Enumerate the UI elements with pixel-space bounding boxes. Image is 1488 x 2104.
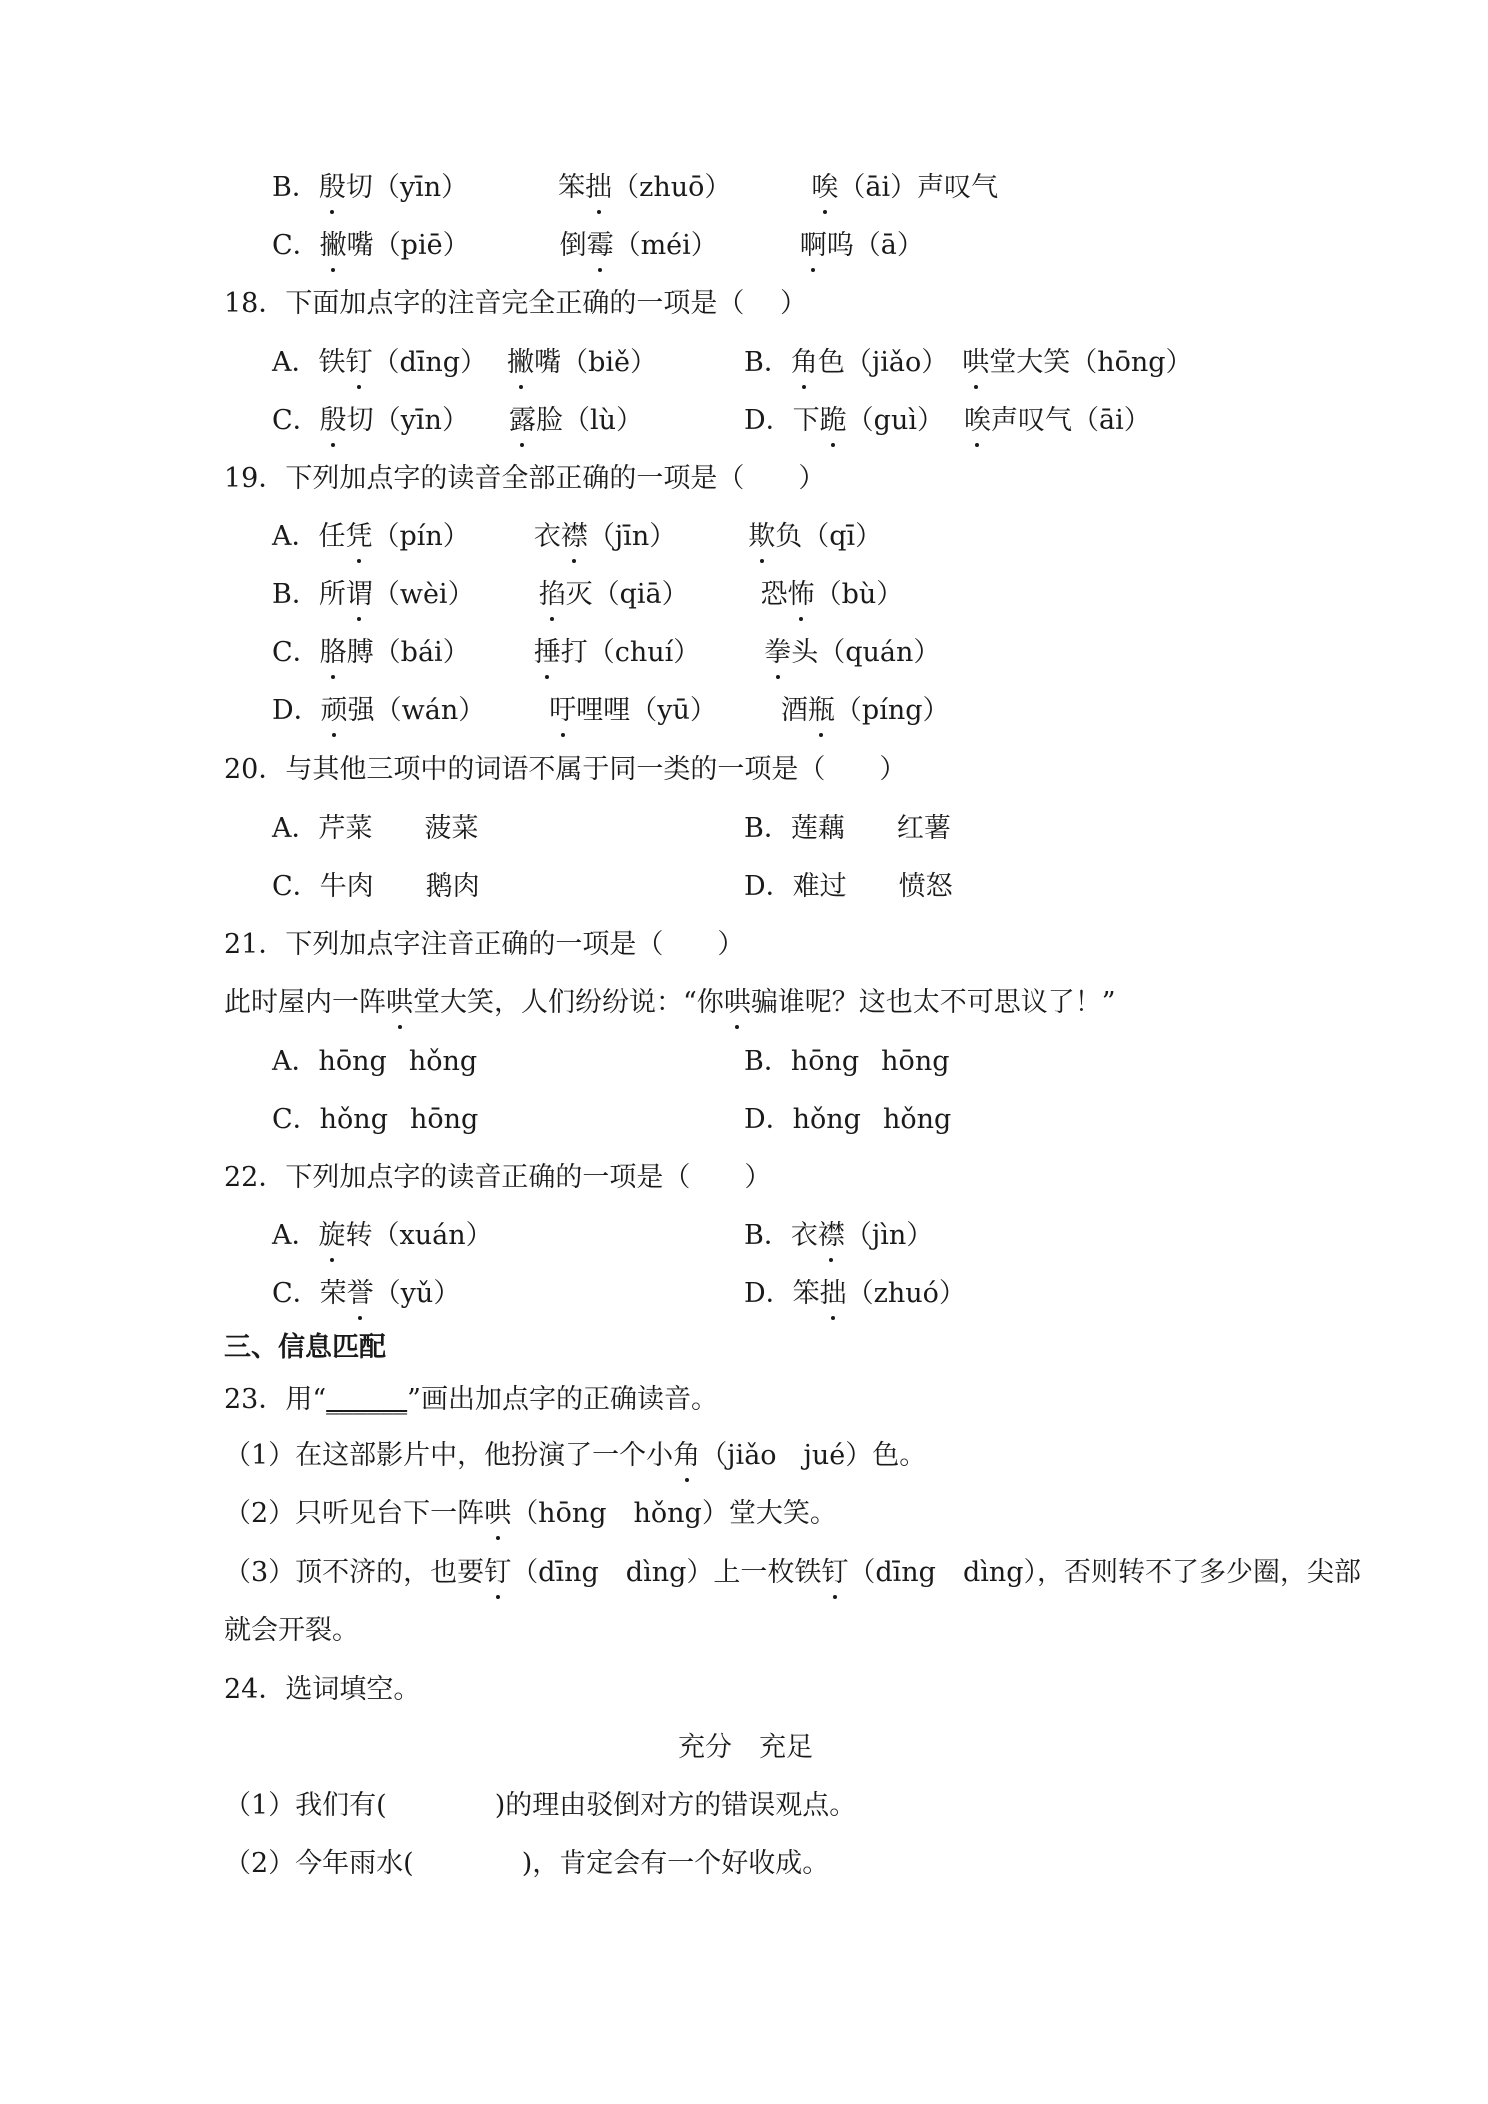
text-run: D．下 bbox=[744, 405, 820, 436]
text-run: （3）顶不济的，也要 bbox=[224, 1557, 485, 1588]
dotted-char: 襟 bbox=[818, 1217, 845, 1255]
text-run: 就会开裂。 bbox=[224, 1615, 359, 1646]
text-line bbox=[272, 402, 643, 440]
text-line bbox=[678, 1729, 813, 1767]
text-run: A．芹菜 bbox=[272, 813, 373, 844]
text-run: （jiǎo jué）色。 bbox=[700, 1440, 927, 1471]
dotted-char: 哄 bbox=[724, 984, 751, 1022]
text-run: 19．下列加点字的读音全部正确的一项是（ ） bbox=[224, 463, 826, 494]
dotted-char: 角 bbox=[673, 1437, 700, 1475]
dotted-char: 唉 bbox=[964, 402, 991, 440]
text-line bbox=[744, 810, 951, 848]
text-run: 哩哩（yū） bbox=[576, 695, 717, 726]
text-run: 恐 bbox=[760, 579, 788, 610]
text-run: （yǔ） bbox=[373, 1278, 461, 1309]
text-run: B．所 bbox=[272, 579, 346, 610]
dotted-char: 欺 bbox=[748, 518, 775, 556]
text-run: 笨 bbox=[558, 172, 586, 203]
text-run: （hōng hǒng）堂大笑。 bbox=[511, 1498, 837, 1529]
dotted-char: 角 bbox=[791, 344, 818, 382]
dotted-char: 撇 bbox=[320, 227, 347, 265]
text-run: 切（yīn） bbox=[346, 405, 469, 436]
dotted-char: 露 bbox=[509, 402, 536, 440]
text-line bbox=[272, 1043, 477, 1081]
text-line bbox=[224, 1495, 837, 1533]
text-run: 三、信息匹配 bbox=[224, 1332, 386, 1363]
text-run: 红薯 bbox=[896, 813, 951, 844]
text-run: 菠菜 bbox=[424, 813, 479, 844]
text-line bbox=[224, 460, 825, 498]
dotted-char: 哄 bbox=[386, 984, 413, 1022]
text-run: （dīng dìng）上一枚铁 bbox=[511, 1557, 822, 1588]
text-run: 23．用“ bbox=[224, 1384, 327, 1415]
text-line bbox=[744, 868, 953, 906]
text-line bbox=[224, 751, 906, 789]
text-line bbox=[224, 1159, 771, 1197]
text-line bbox=[272, 518, 882, 556]
text-line bbox=[744, 344, 1193, 382]
text-run: B．莲藕 bbox=[744, 813, 845, 844]
text-line bbox=[224, 1612, 359, 1650]
text-run: C． bbox=[272, 230, 320, 261]
text-line bbox=[744, 1217, 933, 1255]
dotted-char: 怖 bbox=[788, 576, 815, 614]
text-line bbox=[272, 576, 903, 614]
dotted-char: 霉 bbox=[587, 227, 614, 265]
text-line bbox=[272, 1275, 460, 1313]
text-run: 头（quán） bbox=[791, 637, 941, 668]
text-line bbox=[744, 402, 1151, 440]
text-run: 脸（lù） bbox=[535, 405, 643, 436]
text-line bbox=[224, 926, 744, 964]
text-run: D．hǒng bbox=[744, 1104, 861, 1135]
dotted-char: 哄 bbox=[484, 1495, 511, 1533]
text-run: （2）只听见台下一阵 bbox=[224, 1498, 485, 1529]
dotted-char: 钉 bbox=[821, 1554, 848, 1592]
text-run: （zhuō） bbox=[612, 172, 732, 203]
dotted-char: 殷 bbox=[319, 169, 346, 207]
text-run: （píng） bbox=[834, 695, 950, 726]
dotted-char: 襟 bbox=[561, 518, 588, 556]
text-run: （méi） bbox=[613, 230, 718, 261]
text-run: A．任 bbox=[272, 521, 346, 552]
text-run: 堂大笑（hōng） bbox=[989, 347, 1193, 378]
text-run: A．铁 bbox=[272, 347, 346, 378]
text-run: 强（wán） bbox=[347, 695, 486, 726]
text-run: 色（jiǎo） bbox=[817, 347, 949, 378]
section-heading bbox=[224, 1329, 386, 1367]
text-line bbox=[272, 169, 998, 207]
text-run: （dīng） bbox=[372, 347, 488, 378]
text-line bbox=[224, 984, 1116, 1022]
text-line bbox=[272, 1101, 478, 1139]
text-run: hǒng bbox=[408, 1046, 478, 1077]
text-run: （guì） bbox=[846, 405, 944, 436]
text-run: 声叹气（āi） bbox=[990, 405, 1151, 436]
text-run: 堂大笑，人们纷纷说：“你 bbox=[413, 987, 724, 1018]
text-line bbox=[744, 1275, 966, 1313]
text-run: hōng bbox=[881, 1046, 950, 1077]
text-run: ”画出加点字的正确读音。 bbox=[407, 1384, 718, 1415]
text-run: （jìn） bbox=[844, 1220, 934, 1251]
dotted-char: 唉 bbox=[811, 169, 838, 207]
text-run: 24．选词填空。 bbox=[224, 1674, 421, 1705]
text-run: C． bbox=[272, 405, 320, 436]
text-run: （wèi） bbox=[372, 579, 475, 610]
text-run: 18．下面加点字的注音完全正确的一项是（ ） bbox=[224, 288, 807, 319]
text-line bbox=[224, 1787, 856, 1825]
text-run: （pín） bbox=[372, 521, 470, 552]
text-run: hǒng bbox=[882, 1104, 952, 1135]
text-run: C．牛肉 bbox=[272, 871, 374, 902]
dotted-char: 掐 bbox=[539, 576, 566, 614]
text-run: D．笨 bbox=[744, 1278, 820, 1309]
text-run: （1）在这部影片中，他扮演了一个小 bbox=[224, 1440, 674, 1471]
text-run: （dīng dìng），否则转不了多少圈，尖部 bbox=[848, 1557, 1362, 1588]
text-run: C． bbox=[272, 637, 320, 668]
text-run: B．hōng bbox=[744, 1046, 860, 1077]
dotted-char: 誉 bbox=[347, 1275, 374, 1313]
text-run: 鹅肉 bbox=[425, 871, 480, 902]
text-run: 充分 充足 bbox=[678, 1732, 813, 1763]
dotted-char: 顽 bbox=[321, 692, 348, 730]
text-line bbox=[272, 227, 924, 265]
text-line bbox=[272, 692, 950, 730]
dotted-char: 捶 bbox=[534, 634, 561, 672]
dotted-char: 殷 bbox=[320, 402, 347, 440]
dotted-char: 胳 bbox=[320, 634, 347, 672]
dotted-char: 跪 bbox=[820, 402, 847, 440]
text-run: 切（yīn） bbox=[345, 172, 469, 203]
text-line bbox=[272, 868, 480, 906]
dotted-char: 旋 bbox=[319, 1217, 346, 1255]
dotted-char: 钉 bbox=[346, 344, 373, 382]
text-run: B． bbox=[744, 347, 791, 378]
text-line bbox=[224, 1381, 718, 1419]
text-run: 21．下列加点字注音正确的一项是（ ） bbox=[224, 929, 745, 960]
dotted-char: 拙 bbox=[585, 169, 612, 207]
text-run: （zhuó） bbox=[846, 1278, 966, 1309]
text-line bbox=[744, 1101, 951, 1139]
text-run: 此时屋内一阵 bbox=[224, 987, 386, 1018]
text-run: B． bbox=[272, 172, 319, 203]
text-run: 倒 bbox=[559, 230, 587, 261]
text-line bbox=[224, 1554, 1361, 1592]
text-run: D．难过 bbox=[744, 871, 847, 902]
text-run: 20．与其他三项中的词语不属于同一类的一项是（ ） bbox=[224, 754, 907, 785]
dotted-char: 拳 bbox=[764, 634, 791, 672]
text-run: （āi）声叹气 bbox=[838, 172, 999, 203]
text-run: 嘴（biě） bbox=[534, 347, 657, 378]
text-line bbox=[272, 810, 479, 848]
dotted-char: 啊 bbox=[800, 227, 827, 265]
text-run: （2）今年雨水( )，肯定会有一个好收成。 bbox=[224, 1848, 830, 1879]
dotted-char: 钉 bbox=[484, 1554, 511, 1592]
text-line bbox=[272, 634, 940, 672]
dotted-char: 拙 bbox=[820, 1275, 847, 1313]
dotted-char: 凭 bbox=[346, 518, 373, 556]
text-run: A． bbox=[272, 1220, 319, 1251]
text-line bbox=[224, 1845, 829, 1883]
text-run: 呜（ā） bbox=[826, 230, 924, 261]
underline-blank: ______ bbox=[326, 1384, 408, 1415]
text-run: A．hōng bbox=[272, 1046, 387, 1077]
dotted-char: 吁 bbox=[549, 692, 576, 730]
text-line bbox=[272, 1217, 493, 1255]
text-run: C．hǒng bbox=[272, 1104, 388, 1135]
text-run: （1）我们有( )的理由驳倒对方的错误观点。 bbox=[224, 1790, 857, 1821]
dotted-char: 哄 bbox=[962, 344, 989, 382]
text-run: 打（chuí） bbox=[560, 637, 701, 668]
text-line bbox=[744, 1043, 950, 1081]
text-run: hōng bbox=[409, 1104, 479, 1135]
text-run: D． bbox=[272, 695, 321, 726]
text-run: 愤怒 bbox=[898, 871, 953, 902]
text-line bbox=[272, 344, 657, 382]
text-run: B．衣 bbox=[744, 1220, 818, 1251]
text-run: C．荣 bbox=[272, 1278, 347, 1309]
text-run: （jīn） bbox=[587, 521, 677, 552]
text-run: 22．下列加点字的读音正确的一项是（ ） bbox=[224, 1162, 772, 1193]
dotted-char: 撇 bbox=[507, 344, 534, 382]
text-run: 骗谁呢？这也太不可思议了！” bbox=[750, 987, 1116, 1018]
dotted-char: 谓 bbox=[346, 576, 373, 614]
text-run: 膊（bái） bbox=[346, 637, 470, 668]
text-run: 灭（qiā） bbox=[565, 579, 689, 610]
text-run: （bù） bbox=[814, 579, 904, 610]
text-run: 转（xuán） bbox=[345, 1220, 493, 1251]
dotted-char: 瓶 bbox=[808, 692, 835, 730]
text-line bbox=[224, 1671, 420, 1709]
text-run: 嘴（piē） bbox=[346, 230, 470, 261]
text-run: 酒 bbox=[780, 695, 808, 726]
text-line bbox=[224, 1437, 926, 1475]
text-run: 衣 bbox=[533, 521, 561, 552]
text-run: 负（qī） bbox=[775, 521, 883, 552]
text-line bbox=[224, 285, 807, 323]
